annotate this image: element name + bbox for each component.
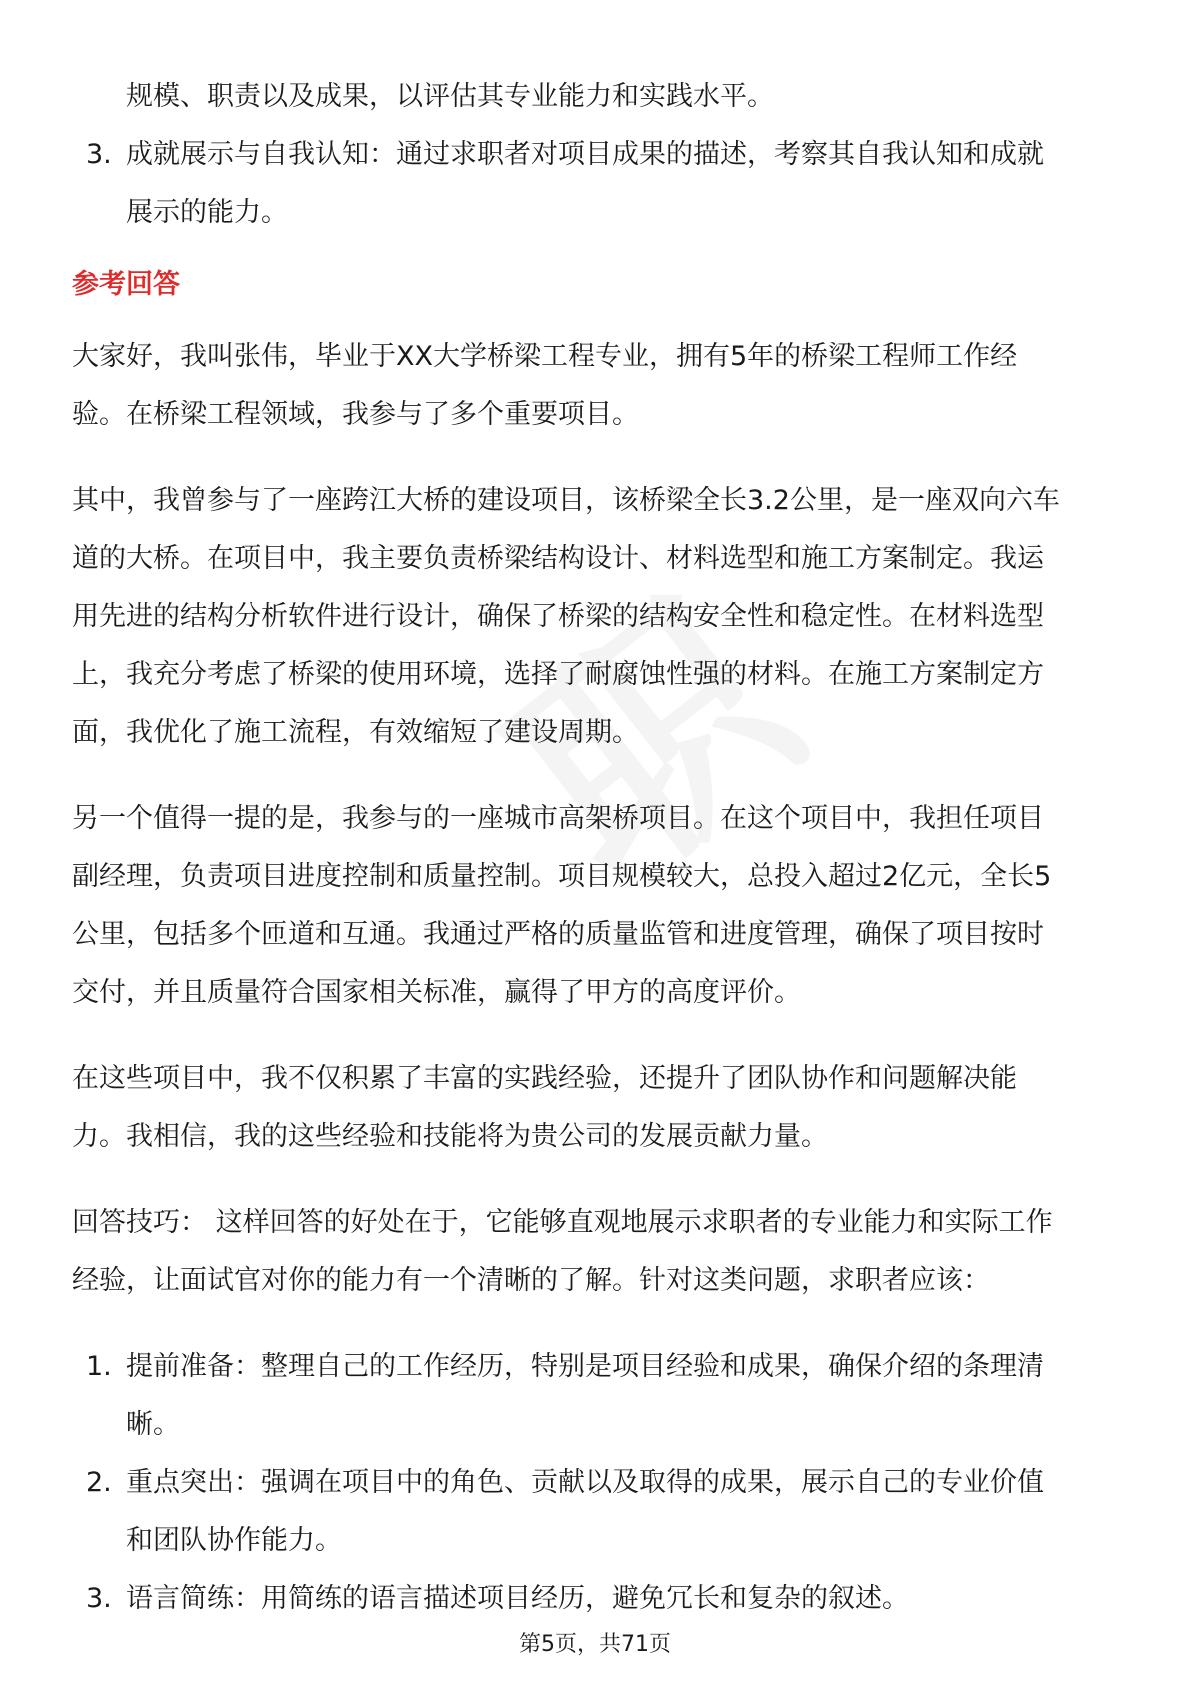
paragraph-line: 交付，并且质量符合国家相关标准，赢得了甲方的高度评价。 — [72, 977, 801, 1008]
page-content — [72, 68, 1122, 1628]
list-item-text: 和团队协作能力。 — [126, 1525, 342, 1556]
paragraph-line: 上，我充分考虑了桥梁的使用环境，选择了耐腐蚀性强的材料。在施工方案制定方 — [72, 659, 1044, 690]
paragraph-line: 用先进的结构分析软件进行设计，确保了桥梁的结构安全性和稳定性。在材料选型 — [72, 601, 1044, 632]
paragraph-line: 经验，让面试官对你的能力有一个清晰的了解。针对这类问题，求职者应该： — [72, 1265, 990, 1296]
paragraph-line: 其中，我曾参与了一座跨江大桥的建设项目，该桥梁全长3.2公里，是一座双向六车 — [72, 485, 1060, 516]
list-item-text: 展示的能力。 — [126, 197, 288, 228]
paragraph-line: 验。在桥梁工程领域，我参与了多个重要项目。 — [72, 399, 639, 430]
criteria-list-item-3 — [72, 126, 1122, 242]
list-number: 3. — [86, 139, 112, 170]
list-item-text: 语言简练：用简练的语言描述项目经历，避免冗长和复杂的叙述。 — [126, 1583, 909, 1614]
answer-tips-paragraph — [72, 1194, 1122, 1310]
paragraph-line: 副经理，负责项目进度控制和质量控制。项目规模较大，总投入超过2亿元，全长5 — [72, 861, 1052, 892]
tips-list-item-1 — [72, 1338, 1122, 1454]
paragraph-line: 在这些项目中，我不仅积累了丰富的实践经验，还提升了团队协作和问题解决能 — [72, 1063, 1017, 1094]
list-number: 1. — [86, 1351, 112, 1382]
list-number: 3. — [86, 1583, 112, 1614]
answer-paragraph-3 — [72, 790, 1122, 1022]
list-item-text: 成就展示与自我认知：通过求职者对项目成果的描述，考察其自我认知和成就 — [126, 139, 1044, 170]
paragraph-line: 公里，包括多个匝道和互通。我通过严格的质量监管和进度管理，确保了项目按时 — [72, 919, 1044, 950]
answer-paragraph-1 — [72, 328, 1122, 444]
paragraph-line: 力。我相信，我的这些经验和技能将为贵公司的发展贡献力量。 — [72, 1121, 828, 1152]
paragraph-line: 道的大桥。在项目中，我主要负责桥梁结构设计、材料选型和施工方案制定。我运 — [72, 543, 1044, 574]
list-number: 2. — [86, 1467, 112, 1498]
paragraph-line: 大家好，我叫张伟，毕业于XX大学桥梁工程专业，拥有5年的桥梁工程师工作经 — [72, 341, 1018, 372]
paragraph-line: 回答技巧： 这样回答的好处在于，它能够直观地展示求职者的专业能力和实际工作 — [72, 1207, 1053, 1238]
list-item-text: 晰。 — [126, 1409, 180, 1440]
list-item-text: 提前准备：整理自己的工作经历，特别是项目经验和成果，确保介绍的条理清 — [126, 1351, 1044, 1382]
list-item-text: 重点突出：强调在项目中的角色、贡献以及取得的成果，展示自己的专业价值 — [126, 1467, 1044, 1498]
answer-paragraph-2 — [72, 472, 1122, 762]
paragraph-line: 面，我优化了施工流程，有效缩短了建设周期。 — [72, 717, 639, 748]
answer-paragraph-4 — [72, 1050, 1122, 1166]
page-footer: 第5页，共71页 — [519, 1632, 671, 1657]
tips-list-item-2 — [72, 1454, 1122, 1570]
continued-item-line: 规模、职责以及成果，以评估其专业能力和实践水平。 — [126, 81, 774, 112]
tips-list-item-3 — [72, 1570, 1122, 1628]
section-heading: 参考回答 — [72, 269, 180, 300]
paragraph-line: 另一个值得一提的是，我参与的一座城市高架桥项目。在这个项目中，我担任项目 — [72, 803, 1044, 834]
